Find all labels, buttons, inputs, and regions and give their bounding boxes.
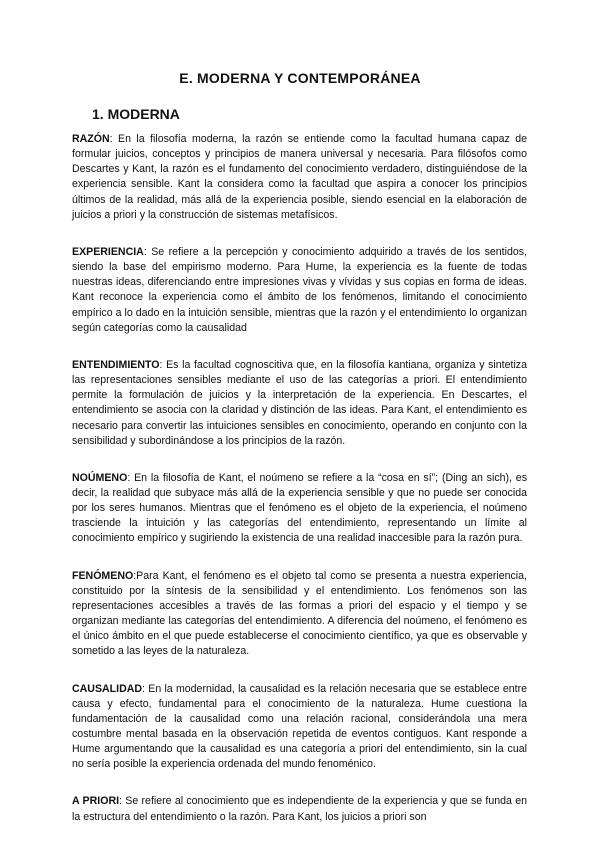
entry-text: En la filosofía de Kant, el noúmeno se refiere a la “cosa en sí”; (Ding an sich), es decir, la realidad que subyace más allá de la experiencia sensible y que no puede ser conocida por los seres humanos. Mientras que el fenómeno es el objeto de la experiencia, el noúmeno trasciende la intuición y las categorías del entendimiento, representando un límite al conocimiento empírico y sugiriendo la existencia de una realidad inaccesible para la razón pura.	[72, 471, 527, 545]
entry-separator: :	[133, 569, 137, 582]
entry-term: EXPERIENCIA	[72, 245, 144, 258]
glossary-entry-a-priori	[72, 794, 527, 824]
entry-term: ENTENDIMIENTO	[72, 358, 160, 371]
entry-separator: :	[142, 682, 149, 695]
entry-separator: :	[127, 471, 135, 484]
entry-term: A PRIORI	[72, 795, 120, 808]
entry-term: NOÚMENO	[72, 471, 128, 484]
glossary-entry-entendimiento	[72, 358, 527, 449]
entry-separator: :	[159, 358, 167, 371]
glossary-entry-causalidad	[72, 682, 527, 773]
entry-text: En la filosofía moderna, la razón se entiende como la facultad humana capaz de formular juicios, conceptos y principios de manera universal y necesaria. Para filósofos como Descartes y Kant, la razón es el fundamento del conocimiento verdadero, distinguiéndose de la experiencia sensible. Kant la considera como la facultad que aspira a conocer los principios últimos de la realidad, más allá de la experiencia posible, siendo esencial en la elaboración de juicios a priori y la construcción de sistemas metafísicos.	[72, 133, 527, 221]
entry-term: RAZÓN	[72, 133, 110, 145]
document-title: E. MODERNA Y CONTEMPORÁNEA	[179, 70, 421, 86]
glossary-entry-fenomeno	[72, 569, 527, 660]
entry-separator: :	[109, 133, 119, 145]
entry-text: En la modernidad, la causalidad es la relación necesaria que se establece entre causa y efecto, fundamental para el conocimiento de la naturaleza. Hume cuestiona la fundamentación de la causalidad como una relación racional, considerándola una mera costumbre mental basada en la observación repetida de eventos contiguos. Kant responde a Hume argumentando que la causalidad es una categoría a priori del entendimiento, sin la cual no sería posible la experiencia ordenada del mundo fenoménico.	[72, 682, 528, 771]
glossary-content	[72, 132, 527, 847]
entry-separator: :	[143, 245, 152, 258]
glossary-entry-experiencia	[72, 245, 527, 336]
glossary-entry-noumeno	[72, 471, 527, 547]
entry-term: FENÓMENO	[72, 569, 134, 582]
entry-term: CAUSALIDAD	[72, 682, 143, 695]
section-heading: 1. MODERNA	[92, 106, 180, 122]
entry-text: Se refiere a la percepción y conocimiento adquirido a través de los sentidos, siendo la base del empirismo moderno. Para Hume, la experiencia es la fuente de todas nuestras ideas, diferenciando entre impresiones vivas y vívidas y sus copias en forma de ideas. Kant reconoce la experiencia como el ámbito de los fenómenos, limitando el conocimiento empírico a lo dado en la intuición sensible, mientras que la razón y el entendimiento lo organizan según categorías como la causalidad	[72, 245, 527, 334]
entry-text: Se refiere al conocimiento que es independiente de la experiencia y que se funda en la estructura del entendimiento o la razón. Para Kant, los juicios a priori son	[72, 795, 528, 823]
entry-text: Es la facultad cognoscitiva que, en la filosofía kantiana, organiza y sintetiza las representaciones sensibles mediante el uso de las categorías a priori. El entendimiento permite la formulación de juicios y la interpretación de la experiencia. En Descartes, el entendimiento se asocia con la claridad y distinción de las ideas. Para Kant, el entendimiento es necesario para convertir las intuiciones sensibles en conocimiento, operando en conjunto con la sensibilidad y subordinándose a los principios de la razón.	[72, 358, 527, 447]
glossary-entry-razon	[72, 132, 527, 223]
entry-text: Para Kant, el fenómeno es el objeto tal como se presenta a nuestra experiencia, constituido por la síntesis de la sensibilidad y el entendimiento. Los fenómenos son las representaciones accesibles a través de las formas a priori del espacio y el tiempo y se organizan mediante las categorías del entendimiento. A diferencia del noúmeno, el fenómeno es el único ámbito en el que puede establecerse el conocimiento científico, ya que es observable y sometido a las leyes de la naturaleza.	[72, 569, 527, 658]
entry-separator: :	[119, 795, 126, 808]
